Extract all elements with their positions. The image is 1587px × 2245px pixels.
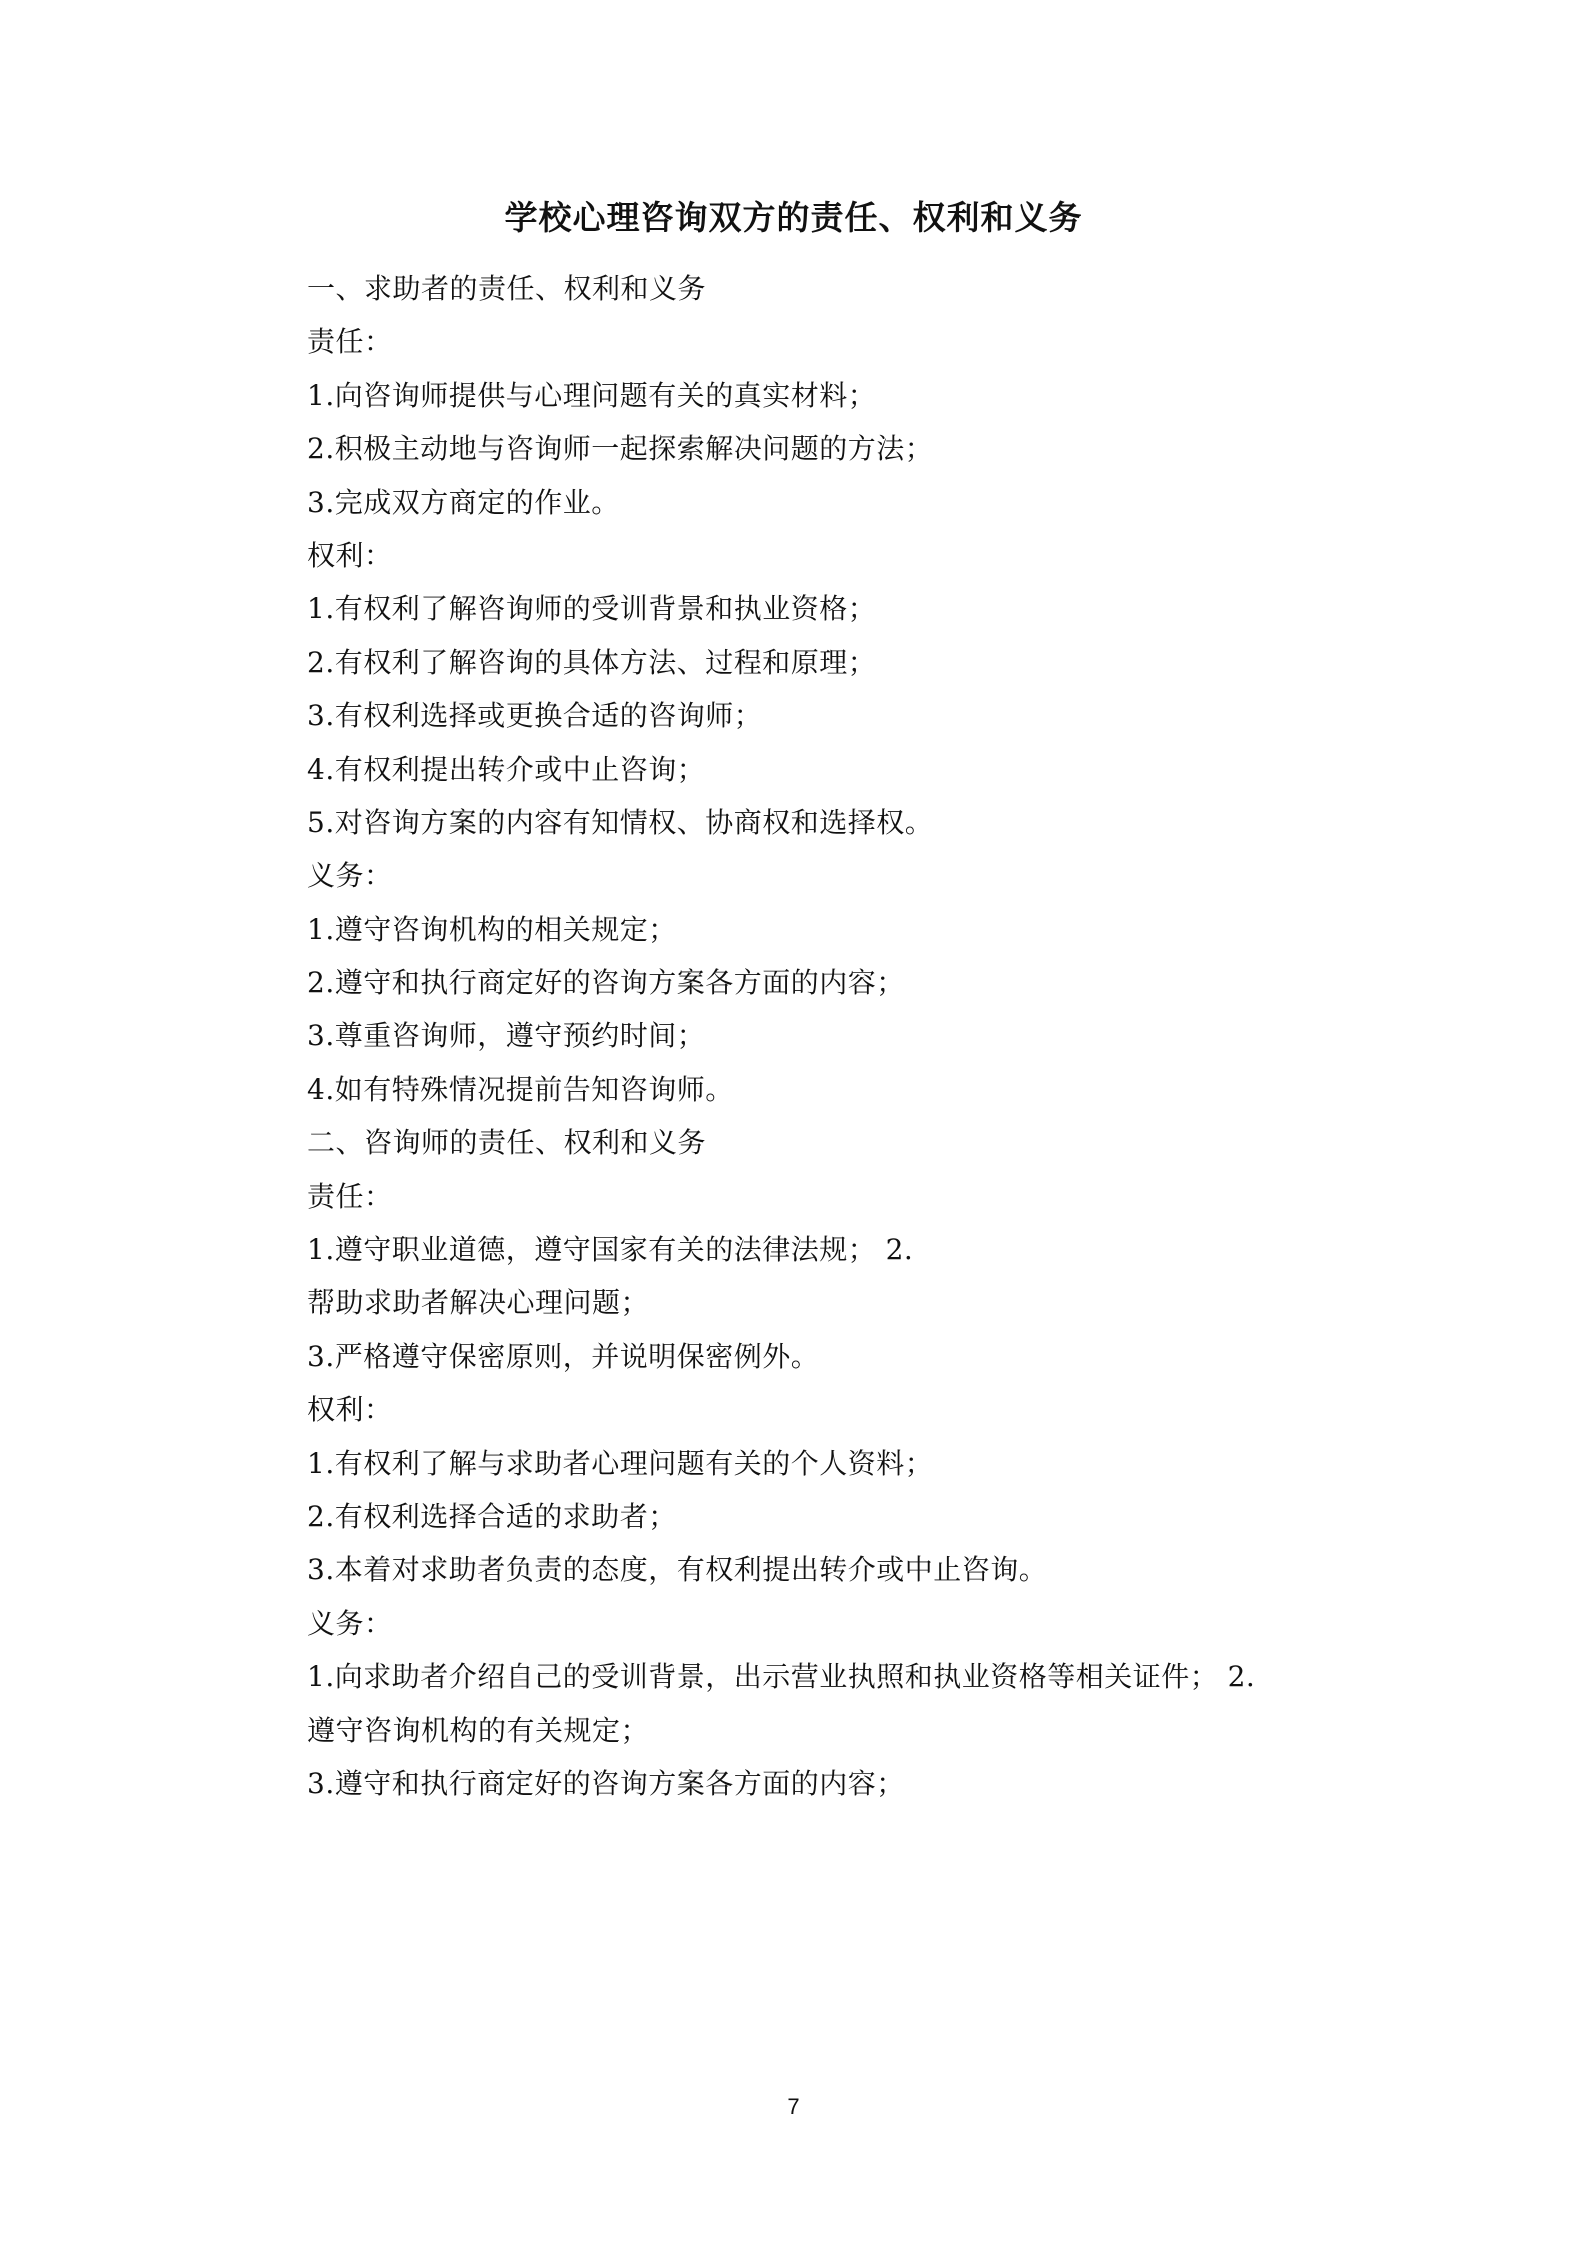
- list-item-continuation: 帮助求助者解决心理问题；: [307, 1286, 650, 1320]
- list-item: 4.有权利提出转介或中止咨询；: [307, 752, 706, 786]
- subsection-heading: 责任：: [307, 1179, 393, 1213]
- document-body: [307, 262, 1407, 1810]
- subsection-heading: 义务：: [307, 859, 393, 893]
- list-item: 5.对咨询方案的内容有知情权、协商权和选择权。: [307, 805, 934, 839]
- list-item: 2.遵守和执行商定好的咨询方案各方面的内容；: [307, 966, 905, 1000]
- list-item: 3.本着对求助者负责的态度，有权利提出转介或中止咨询。: [307, 1553, 1048, 1587]
- section-heading: 一、求助者的责任、权利和义务: [307, 272, 707, 305]
- subsection-heading: 责任：: [307, 325, 393, 359]
- list-item: 3.完成双方商定的作业。: [307, 485, 620, 519]
- list-item: 3.尊重咨询师，遵守预约时间；: [307, 1019, 706, 1053]
- list-item: 1.向求助者介绍自己的受训背景，出示营业执照和执业资格等相关证件； 2.: [307, 1660, 1256, 1694]
- list-item: 1.向咨询师提供与心理问题有关的真实材料；: [307, 378, 877, 412]
- list-item: 3.遵守和执行商定好的咨询方案各方面的内容；: [307, 1766, 905, 1800]
- list-item: 3.严格遵守保密原则，并说明保密例外。: [307, 1339, 820, 1373]
- list-item: 2.有权利选择合适的求助者；: [307, 1499, 677, 1533]
- subsection-heading: 权利：: [307, 538, 393, 572]
- list-item: 1.有权利了解与求助者心理问题有关的个人资料；: [307, 1446, 934, 1480]
- subsection-heading: 权利：: [307, 1393, 393, 1427]
- list-item: 3.有权利选择或更换合适的咨询师；: [307, 699, 763, 733]
- section-heading: 二、咨询师的责任、权利和义务: [307, 1126, 707, 1160]
- list-item-continuation: 遵守咨询机构的有关规定；: [307, 1713, 650, 1747]
- page-number: 7: [787, 2094, 800, 2119]
- list-item: 4.如有特殊情况提前告知咨询师。: [307, 1072, 734, 1106]
- list-item: 1.遵守咨询机构的相关规定；: [307, 912, 677, 946]
- subsection-heading: 义务：: [307, 1606, 393, 1640]
- list-item: 1.遵守职业道德，遵守国家有关的法律法规； 2.: [307, 1233, 914, 1267]
- document-title: 学校心理咨询双方的责任、权利和义务: [504, 198, 1083, 237]
- list-item: 2.有权利了解咨询的具体方法、过程和原理；: [307, 645, 877, 679]
- list-item: 2.积极主动地与咨询师一起探索解决问题的方法；: [307, 432, 934, 466]
- list-item: 1.有权利了解咨询师的受训背景和执业资格；: [307, 592, 877, 626]
